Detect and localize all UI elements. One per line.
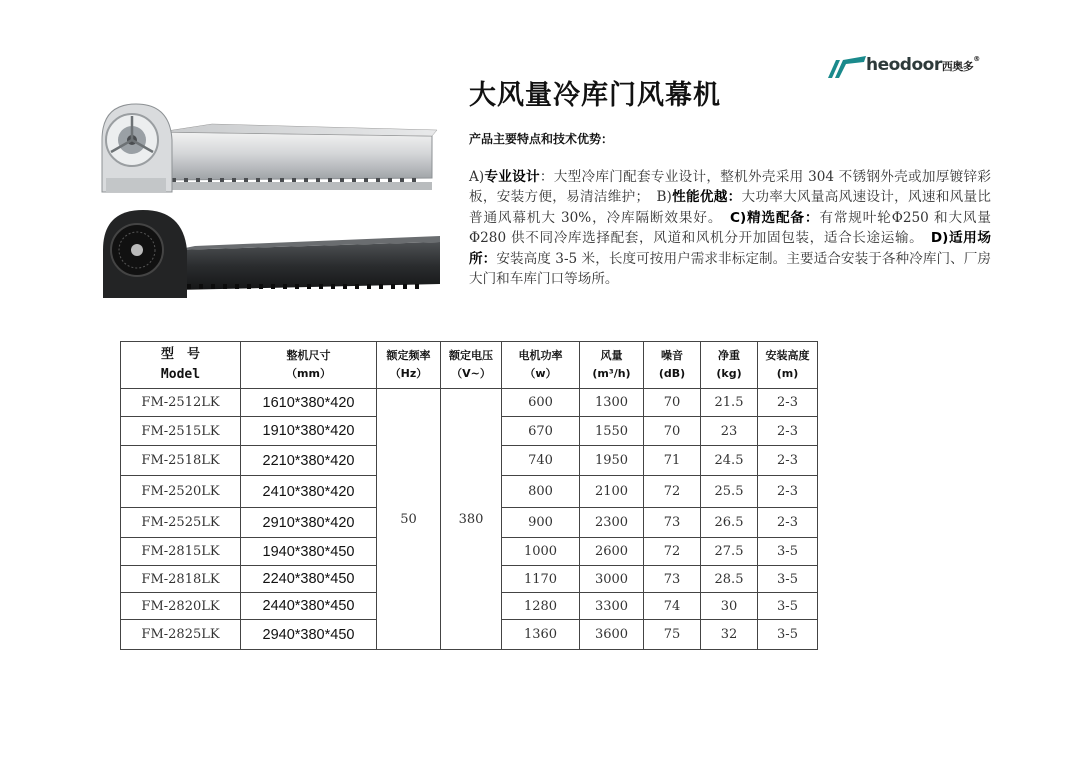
cell-noise: 73 [644,566,701,593]
cell-install-height: 2-3 [758,417,818,446]
logo-text: heodoor [866,55,942,75]
cell-size: 2210*380*420 [241,446,377,476]
logo-mark-icon [822,50,866,80]
cell-airflow: 2600 [580,538,644,566]
cell-power: 900 [502,508,580,538]
cell-size: 1940*380*450 [241,538,377,566]
cell-airflow: 2100 [580,476,644,508]
cell-power: 740 [502,446,580,476]
header-power: 电机功率 （w） [502,342,580,389]
cell-model: FM-2518LK [121,446,241,476]
desc-b-key: 性能优越： [671,189,742,206]
cell-weight: 21.5 [701,389,758,417]
cell-power: 800 [502,476,580,508]
desc-a-key: 专业设计 [484,169,540,185]
desc-a-text: ：大型冷库门配套专业设计，整机外壳采用 304 不锈钢外壳或加厚镀锌彩板，安装方便，易清洁维护； B) [469,169,991,206]
logo-cn: 西奥多 [941,60,974,73]
cell-model: FM-2520LK [121,476,241,508]
header-airflow: 风量 (m³/h) [580,342,644,389]
cell-power: 1170 [502,566,580,593]
cell-size: 1910*380*420 [241,417,377,446]
cell-model: FM-2815LK [121,538,241,566]
section-subtitle: 产品主要特点和技术优势： [469,132,614,146]
header-frequency: 额定频率 （Hz） [377,342,441,389]
cell-voltage: 380 [441,389,502,650]
cell-install-height: 2-3 [758,508,818,538]
cell-power: 1280 [502,593,580,620]
cell-weight: 32 [701,620,758,650]
cell-power: 670 [502,417,580,446]
feature-description [469,167,991,289]
product-image-silver [92,100,442,197]
cell-noise: 73 [644,508,701,538]
cell-airflow: 3600 [580,620,644,650]
desc-d-key: D)适用场所： [469,230,991,267]
cell-size: 2440*380*450 [241,593,377,620]
cell-airflow: 3300 [580,593,644,620]
table-row [121,389,818,417]
cell-noise: 71 [644,446,701,476]
cell-power: 1000 [502,538,580,566]
page-title: 大风量冷库门风幕机 [469,80,721,111]
header-model: 型 号 Model [121,342,241,389]
cell-weight: 24.5 [701,446,758,476]
desc-c-text: 有常规叶轮Φ250 和大风量Φ280 供不同冷库选择配套，风道和风机分开加固包装，适合长途运输。 [469,209,991,247]
cell-weight: 23 [701,417,758,446]
cell-noise: 70 [644,389,701,417]
cell-model: FM-2818LK [121,566,241,593]
cell-weight: 30 [701,593,758,620]
cell-weight: 27.5 [701,538,758,566]
desc-d-text: 安装高度 3-5 米，长度可按用户需求非标定制。主要适合安装于各种冷库门、厂房 大门和车库门口等场所。 [469,250,992,288]
cell-model: FM-2512LK [121,389,241,417]
header-size: 整机尺寸 （mm） [241,342,377,389]
cell-airflow: 1300 [580,389,644,417]
cell-weight: 25.5 [701,476,758,508]
cell-install-height: 2-3 [758,476,818,508]
product-image-black [95,206,440,301]
cell-size: 2240*380*450 [241,566,377,593]
header-weight: 净重 (kg) [701,342,758,389]
spec-table [120,341,818,650]
cell-install-height: 3-5 [758,538,818,566]
desc-b-text: 大功率大风量高风速设计，风速和风量比普通风幕机大 30%，冷库隔断效果好。 [469,189,992,226]
header-install-height: 安装高度 (m) [758,342,818,389]
cell-size: 2910*380*420 [241,508,377,538]
cell-noise: 75 [644,620,701,650]
cell-airflow: 3000 [580,566,644,593]
cell-noise: 74 [644,593,701,620]
cell-frequency: 50 [377,389,441,650]
cell-model: FM-2525LK [121,508,241,538]
cell-install-height: 2-3 [758,389,818,417]
desc-c-key: C)精选配备： [729,209,820,226]
registered-mark: ® [973,55,980,63]
cell-model: FM-2825LK [121,620,241,650]
cell-install-height: 3-5 [758,593,818,620]
cell-airflow: 1950 [580,446,644,476]
cell-noise: 72 [644,538,701,566]
cell-model: FM-2820LK [121,593,241,620]
cell-power: 600 [502,389,580,417]
cell-airflow: 2300 [580,508,644,538]
cell-install-height: 2-3 [758,446,818,476]
cell-install-height: 3-5 [758,566,818,593]
cell-size: 2410*380*420 [241,476,377,508]
desc-a-prefix: A) [469,169,485,185]
cell-size: 1610*380*420 [241,389,377,417]
cell-weight: 26.5 [701,508,758,538]
brand-logo [822,50,992,80]
cell-airflow: 1550 [580,417,644,446]
cell-model: FM-2515LK [121,417,241,446]
header-noise: 噪音 (dB) [644,342,701,389]
cell-weight: 28.5 [701,566,758,593]
cell-size: 2940*380*450 [241,620,377,650]
cell-noise: 72 [644,476,701,508]
cell-install-height: 3-5 [758,620,818,650]
cell-noise: 70 [644,417,701,446]
header-voltage: 额定电压 （V~） [441,342,502,389]
cell-power: 1360 [502,620,580,650]
